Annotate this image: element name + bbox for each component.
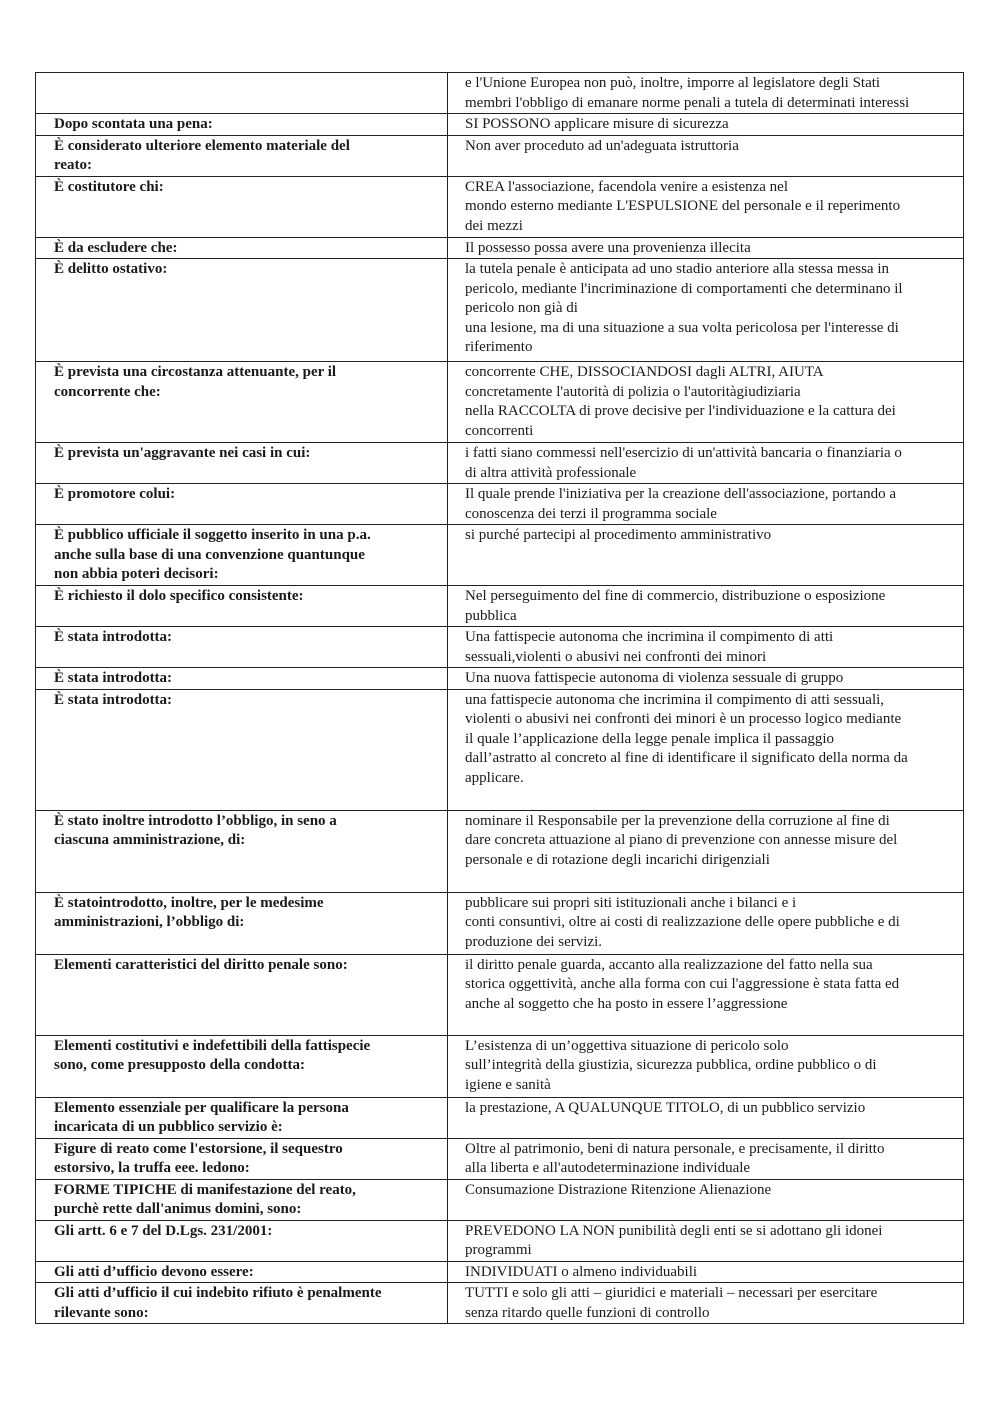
- question-cell: [36, 689, 448, 810]
- answer-line: pubblica: [465, 607, 517, 624]
- answer-line: la tutela penale è anticipata ad uno stadio anteriore alla stessa messa in: [465, 261, 889, 277]
- question-line: È stata introdotta:: [54, 670, 173, 686]
- answer-line: PREVEDONO LA NON punibilità degli enti se si adottano gli idonei: [465, 1222, 883, 1239]
- answer-line: programmi: [465, 1242, 532, 1258]
- answer-line: Il possesso possa avere una provenienza illecita: [465, 239, 751, 256]
- question-cell: [36, 114, 448, 136]
- question-line: amministrazioni, l’obbligo di:: [54, 914, 245, 930]
- question-line: estorsivo, la truffa eee. ledono:: [54, 1160, 250, 1176]
- table-row: [36, 668, 964, 690]
- answer-line: mondo esterno mediante L'ESPULSIONE del personale e il reperimento: [465, 198, 901, 214]
- question-cell: [36, 586, 448, 627]
- answer-line: senza ritardo quelle funzioni di controllo: [465, 1304, 710, 1321]
- question-line: È costitutore chi:: [54, 178, 164, 195]
- question-line: Figure di reato come l'estorsione, il sequestro: [54, 1140, 343, 1157]
- question-line: È pubblico ufficiale il soggetto inserito in una p.a.: [54, 527, 371, 543]
- answer-line: membri l'obbligo di emanare norme penali a tutela di determinati interessi: [465, 94, 910, 111]
- question-cell: [36, 892, 448, 954]
- answer-cell: [448, 443, 964, 484]
- answer-cell: [448, 1220, 964, 1261]
- question-line: È delitto ostativo:: [54, 261, 168, 277]
- question-cell: [36, 1261, 448, 1283]
- table-row: [36, 1283, 964, 1324]
- table-row: [36, 525, 964, 586]
- answer-cell: [448, 484, 964, 525]
- table-row: [36, 237, 964, 259]
- answer-line: dall’astratto al concreto al fine di identificare il significato della norma da: [465, 750, 908, 766]
- answer-line: L’esistenza di un’oggettiva situazione di pericolo solo: [465, 1037, 789, 1054]
- question-cell: [36, 135, 448, 176]
- table-row: [36, 1097, 964, 1138]
- answer-line: TUTTI e solo gli atti – giuridici e materiali – necessari per esercitare: [465, 1285, 878, 1301]
- answer-line: Il quale prende l'iniziativa per la creazione dell'associazione, portando a: [465, 486, 897, 502]
- question-line: È stata introdotta:: [54, 629, 173, 645]
- answer-line: applicare.: [465, 769, 524, 786]
- question-cell: [36, 1283, 448, 1324]
- question-cell: [36, 810, 448, 892]
- answer-line: igiene e sanità: [465, 1076, 551, 1093]
- question-cell: [36, 1220, 448, 1261]
- table-row: [36, 586, 964, 627]
- answer-line: conoscenza dei terzi il programma sociale: [465, 505, 717, 522]
- answer-cell: [448, 586, 964, 627]
- question-cell: [36, 73, 448, 114]
- table-row: [36, 627, 964, 668]
- question-cell: [36, 954, 448, 1035]
- answer-line: concretamente l'autorità di polizia o l'autoritàgiudiziaria: [465, 383, 801, 400]
- table-row: [36, 362, 964, 443]
- question-line: incaricata di un pubblico servizio è:: [54, 1119, 283, 1135]
- table-row: [36, 892, 964, 954]
- answer-line: pericolo, mediante l'incriminazione di comportamenti che determinano il: [465, 280, 903, 297]
- answer-cell: [448, 73, 964, 114]
- answer-line: sull’integrità della giustizia, sicurezza pubblica, ordine pubblico o di: [465, 1057, 877, 1073]
- answer-cell: [448, 627, 964, 668]
- table-row: [36, 259, 964, 362]
- question-line: Elementi caratteristici del diritto penale sono:: [54, 956, 348, 973]
- answer-cell: [448, 525, 964, 586]
- question-line: È promotore colui:: [54, 486, 176, 502]
- question-cell: [36, 1097, 448, 1138]
- answer-line: produzione dei servizi.: [465, 933, 603, 950]
- question-cell: [36, 362, 448, 443]
- question-line: È considerato ulteriore elemento materiale del: [54, 137, 350, 154]
- question-cell: [36, 259, 448, 362]
- table-row: [36, 176, 964, 237]
- question-line: sono, come presupposto della condotta:: [54, 1057, 305, 1073]
- answer-cell: [448, 668, 964, 690]
- qa-table-body: [36, 73, 964, 1324]
- qa-table: [35, 72, 964, 1324]
- answer-line: una lesione, ma di una situazione a sua volta pericolosa per l'interesse di: [465, 319, 899, 336]
- question-line: ciascuna amministrazione, di:: [54, 832, 246, 848]
- question-line: Elementi costitutivi e indefettibili della fattispecie: [54, 1037, 371, 1054]
- question-line: Elemento essenziale per qualificare la persona: [54, 1099, 349, 1116]
- answer-line: alla liberta e all'autodeterminazione individuale: [465, 1160, 751, 1176]
- question-cell: [36, 668, 448, 690]
- answer-line: storica oggettività, anche alla forma con cui l'aggressione è stata fatta ed: [465, 976, 900, 992]
- answer-cell: [448, 1179, 964, 1220]
- answer-line: la prestazione, A QUALUNQUE TITOLO, di un pubblico servizio: [465, 1099, 866, 1116]
- question-line: È prevista un'aggravante nei casi in cui:: [54, 445, 311, 461]
- answer-line: dare concreta attuazione al piano di prevenzione con annesse misure del: [465, 832, 898, 848]
- answer-line: concorrente CHE, DISSOCIANDOSI dagli ALTRI, AIUTA: [465, 364, 824, 380]
- answer-cell: [448, 1097, 964, 1138]
- question-line: È stata introdotta:: [54, 691, 173, 708]
- answer-line: Una nuova fattispecie autonoma di violenza sessuale di gruppo: [465, 670, 844, 686]
- question-line: reato:: [54, 157, 93, 173]
- answer-cell: [448, 135, 964, 176]
- answer-cell: [448, 259, 964, 362]
- table-row: [36, 1179, 964, 1220]
- answer-line: il quale l’applicazione della legge penale implica il passaggio: [465, 730, 835, 747]
- answer-cell: [448, 1261, 964, 1283]
- question-cell: [36, 176, 448, 237]
- table-row: [36, 443, 964, 484]
- question-cell: [36, 627, 448, 668]
- answer-cell: [448, 237, 964, 259]
- answer-line: Consumazione Distrazione Ritenzione Alienazione: [465, 1181, 772, 1198]
- question-cell: [36, 1179, 448, 1220]
- question-line: anche sulla base di una convenzione quantunque: [54, 546, 365, 563]
- question-line: È richiesto il dolo specifico consistente:: [54, 588, 304, 604]
- answer-cell: [448, 810, 964, 892]
- question-line: purchè rette dall'animus domini, sono:: [54, 1201, 302, 1217]
- answer-line: violenti o abusivi nei confronti dei minori è un processo logico mediante: [465, 711, 902, 727]
- answer-line: i fatti siano commessi nell'esercizio di un'attività bancaria o finanziaria o: [465, 445, 902, 461]
- answer-cell: [448, 176, 964, 237]
- question-cell: [36, 1138, 448, 1179]
- table-row: [36, 1138, 964, 1179]
- answer-line: nominare il Responsabile per la prevenzione della corruzione al fine di: [465, 812, 890, 829]
- answer-line: di altra attività professionale: [465, 464, 637, 481]
- answer-line: Non aver proceduto ad un'adeguata istruttoria: [465, 137, 739, 154]
- question-line: non abbia poteri decisori:: [54, 566, 219, 582]
- answer-line: INDIVIDUATI o almeno individuabili: [465, 1263, 698, 1280]
- answer-line: CREA l'associazione, facendola venire a esistenza nel: [465, 178, 788, 195]
- question-line: È da escludere che:: [54, 239, 178, 256]
- question-line: È stato inoltre introdotto l’obbligo, in seno a: [54, 812, 337, 829]
- answer-line: una fattispecie autonoma che incrimina il compimento di atti sessuali,: [465, 691, 885, 708]
- table-row: [36, 1261, 964, 1283]
- answer-line: personale e di rotazione degli incarichi dirigenziali: [465, 851, 770, 868]
- answer-cell: [448, 362, 964, 443]
- question-cell: [36, 525, 448, 586]
- table-row: [36, 954, 964, 1035]
- question-line: È prevista una circostanza attenuante, per il: [54, 364, 337, 380]
- question-line: Dopo scontata una pena:: [54, 116, 213, 132]
- answer-cell: [448, 1283, 964, 1324]
- answer-line: nella RACCOLTA di prove decisive per l'individuazione e la cattura dei: [465, 403, 896, 419]
- question-line: Gli atti d’ufficio il cui indebito rifiuto è penalmente: [54, 1285, 382, 1301]
- question-line: concorrente che:: [54, 383, 161, 400]
- question-line: È statointrodotto, inoltre, per le medesime: [54, 894, 324, 911]
- question-cell: [36, 237, 448, 259]
- question-cell: [36, 1035, 448, 1097]
- answer-line: si purché partecipi al procedimento amministrativo: [465, 527, 772, 543]
- table-row: [36, 1035, 964, 1097]
- answer-line: pubblicare sui propri siti istituzionali anche i bilanci e i: [465, 894, 797, 911]
- document-page: [35, 72, 964, 1324]
- answer-cell: [448, 954, 964, 1035]
- answer-cell: [448, 1138, 964, 1179]
- table-row: [36, 689, 964, 810]
- answer-cell: [448, 114, 964, 136]
- table-row: [36, 484, 964, 525]
- question-line: FORME TIPICHE di manifestazione del reato,: [54, 1181, 356, 1198]
- answer-line: anche al soggetto che ha posto in essere l’aggressione: [465, 995, 788, 1012]
- answer-cell: [448, 892, 964, 954]
- answer-line: il diritto penale guarda, accanto alla realizzazione del fatto nella sua: [465, 956, 873, 973]
- answer-cell: [448, 689, 964, 810]
- answer-line: e l'Unione Europea non può, inoltre, imporre al legislatore degli Stati: [465, 75, 881, 91]
- table-row: [36, 1220, 964, 1261]
- question-line: Gli atti d’ufficio devono essere:: [54, 1263, 254, 1280]
- answer-cell: [448, 1035, 964, 1097]
- question-cell: [36, 443, 448, 484]
- answer-line: concorrenti: [465, 422, 534, 439]
- table-row: [36, 810, 964, 892]
- answer-line: sessuali,violenti o abusivi nei confronti dei minori: [465, 648, 767, 665]
- answer-line: SI POSSONO applicare misure di sicurezza: [465, 116, 729, 132]
- answer-line: conti consuntivi, oltre ai costi di realizzazione delle opere pubbliche e di: [465, 914, 900, 930]
- answer-line: riferimento: [465, 339, 533, 355]
- answer-line: Una fattispecie autonoma che incrimina il compimento di atti: [465, 629, 834, 645]
- question-line: rilevante sono:: [54, 1304, 149, 1321]
- table-row: [36, 114, 964, 136]
- question-cell: [36, 484, 448, 525]
- answer-line: Nel perseguimento del fine di commercio, distribuzione o esposizione: [465, 588, 886, 604]
- answer-line: dei mezzi: [465, 217, 523, 234]
- answer-line: pericolo non già di: [465, 300, 578, 316]
- question-line: Gli artt. 6 e 7 del D.Lgs. 231/2001:: [54, 1222, 273, 1239]
- table-row: [36, 73, 964, 114]
- answer-line: Oltre al patrimonio, beni di natura personale, e precisamente, il diritto: [465, 1140, 885, 1157]
- table-row: [36, 135, 964, 176]
